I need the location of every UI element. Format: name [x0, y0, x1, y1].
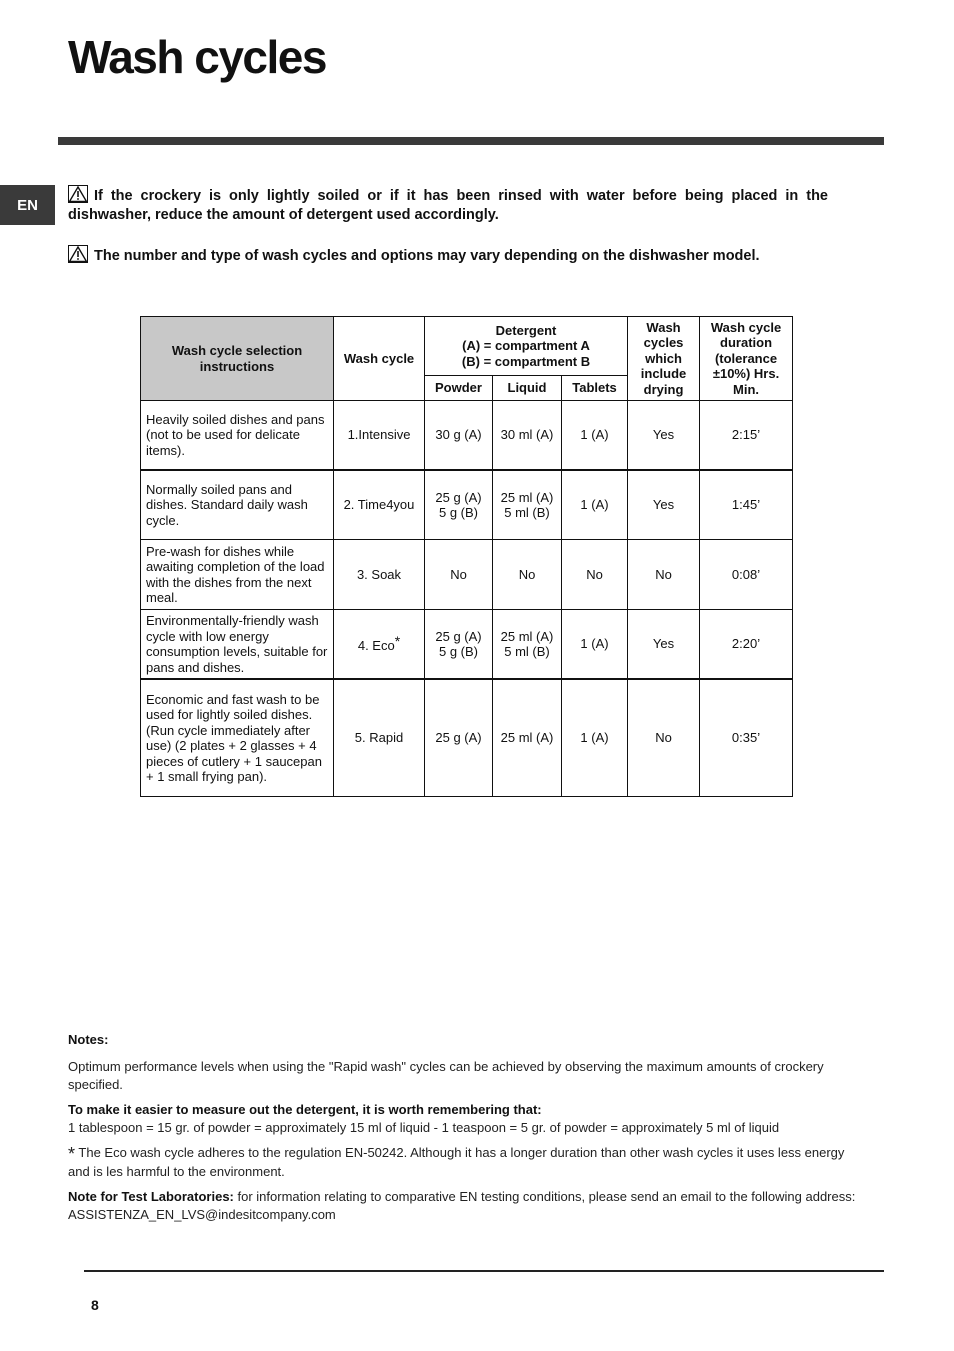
- note-measure: [68, 1101, 868, 1137]
- note-measure-heading: To make it easier to measure out the detergent, it is worth remembering that:: [68, 1102, 542, 1117]
- warning-text: The number and type of wash cycles and options may vary depending on the dishwasher model.: [94, 248, 760, 264]
- cycle-name: 2. Time4you: [343, 497, 415, 513]
- cell-liquid: 25 ml (A) 5 ml (B): [493, 610, 562, 680]
- cell-liquid: 30 ml (A): [493, 401, 562, 471]
- cycle-name: 4. Eco: [357, 638, 395, 654]
- eco-asterisk: *: [394, 633, 401, 650]
- footer-divider: [84, 1270, 884, 1272]
- cell-drying: Yes: [628, 610, 700, 680]
- cell-cycle: [334, 679, 425, 797]
- cell-duration: 0:35’: [700, 679, 793, 797]
- cell-powder: 30 g (A): [425, 401, 493, 471]
- note-eco-text: The Eco wash cycle adheres to the regulation EN-50242. Although it has a longer duration than other wash cycles it uses less energy and is les harmful to the environment.: [68, 1145, 845, 1179]
- warning-text: If the crockery is only lightly soiled or if it has been rinsed with water before being placed in the dishwasher, reduce the amount of detergent used accordingly.: [68, 188, 828, 223]
- cycle-name: 3. Soak: [356, 566, 402, 582]
- header-detergent-compartment-a: (A) = compartment A: [462, 338, 590, 354]
- cell-description: Pre-wash for dishes while awaiting completion of the load with the dishes from the next meal.: [141, 540, 334, 610]
- cell-powder: 25 g (A) 5 g (B): [425, 470, 493, 540]
- cell-cycle: [334, 610, 425, 680]
- cell-cycle: [334, 401, 425, 471]
- warning-triangle-icon: [68, 185, 88, 203]
- note-test-labs-text: for information relating to comparative EN testing conditions, please send an email to the following address: ASSISTENZA_EN_LVS@indesitcompany.com: [68, 1189, 856, 1222]
- notes-heading: Notes:: [68, 1032, 109, 1047]
- cell-description: Normally soiled pans and dishes. Standard daily wash cycle.: [141, 470, 334, 540]
- warning-triangle-icon: [68, 245, 88, 263]
- cell-drying: Yes: [628, 470, 700, 540]
- table-row: [141, 540, 793, 610]
- cell-powder: 25 g (A) 5 g (B): [425, 610, 493, 680]
- page-number: 8: [91, 1297, 99, 1313]
- cell-description: Heavily soiled dishes and pans (not to be used for delicate items).: [141, 401, 334, 471]
- header-detergent-compartment-b: (B) = compartment B: [461, 353, 591, 369]
- header-detergent-title: Detergent: [495, 322, 557, 338]
- cell-tablets: No: [562, 540, 628, 610]
- cell-duration: 0:08’: [700, 540, 793, 610]
- cell-duration: 2:20’: [700, 610, 793, 680]
- cell-cycle: [334, 540, 425, 610]
- notes-section: [68, 1031, 868, 1231]
- title-divider: [58, 137, 884, 145]
- table-row: [141, 470, 793, 540]
- wash-cycles-table: [140, 316, 793, 797]
- cell-tablets: 1 (A): [562, 679, 628, 797]
- warning-note-models: [68, 245, 828, 266]
- note-eco: [68, 1144, 868, 1181]
- cell-tablets: 1 (A): [562, 610, 628, 680]
- note-test-labs: [68, 1188, 868, 1224]
- cell-drying: No: [628, 540, 700, 610]
- cell-liquid: No: [493, 540, 562, 610]
- header-powder: Powder: [425, 376, 493, 401]
- table-row: [141, 679, 793, 797]
- note-test-labs-heading: Note for Test Laboratories:: [68, 1189, 234, 1204]
- cell-description: Economic and fast wash to be used for lightly soiled dishes. (Run cycle immediately after use) (2 plates + 2 glasses + 4 pieces of cutlery + 1 saucepan + 1 small frying pan).: [141, 679, 334, 797]
- cell-liquid: 25 ml (A) 5 ml (B): [493, 470, 562, 540]
- header-duration: Wash cycle duration (tolerance ±10%) Hrs. Min.: [700, 317, 793, 401]
- header-detergent: [425, 317, 628, 376]
- language-tab: EN: [0, 185, 55, 225]
- header-wash-cycle: Wash cycle: [334, 317, 425, 401]
- cell-duration: 1:45’: [700, 470, 793, 540]
- cycle-name: 1.Intensive: [347, 427, 411, 443]
- header-drying: Wash cycles which include drying: [628, 317, 700, 401]
- warning-note-detergent: [68, 185, 828, 225]
- cell-liquid: 25 ml (A): [493, 679, 562, 797]
- cell-powder: 25 g (A): [425, 679, 493, 797]
- cell-powder: No: [425, 540, 493, 610]
- page-title: Wash cycles: [68, 31, 326, 83]
- cycle-name: 5. Rapid: [354, 730, 404, 746]
- header-tablets: Tablets: [562, 376, 628, 401]
- header-selection-instructions: Wash cycle selection instructions: [141, 317, 334, 401]
- cell-description: Environmentally-friendly wash cycle with low energy consumption levels, suitable for pans and dishes.: [141, 610, 334, 680]
- cell-tablets: 1 (A): [562, 470, 628, 540]
- cell-tablets: 1 (A): [562, 401, 628, 471]
- cell-duration: 2:15’: [700, 401, 793, 471]
- cell-drying: No: [628, 679, 700, 797]
- eco-asterisk: *: [68, 1144, 76, 1164]
- table-row: [141, 401, 793, 471]
- header-liquid: Liquid: [493, 376, 562, 401]
- cell-cycle: [334, 470, 425, 540]
- note-rapid: Optimum performance levels when using the "Rapid wash" cycles can be achieved by observing the maximum amounts of crockery specified.: [68, 1059, 824, 1092]
- cell-drying: Yes: [628, 401, 700, 471]
- table-row: [141, 610, 793, 680]
- note-measure-text: 1 tablespoon = 15 gr. of powder = approximately 15 ml of liquid - 1 teaspoon = 5 gr. of powder = approximately 5 ml of liquid: [68, 1120, 780, 1135]
